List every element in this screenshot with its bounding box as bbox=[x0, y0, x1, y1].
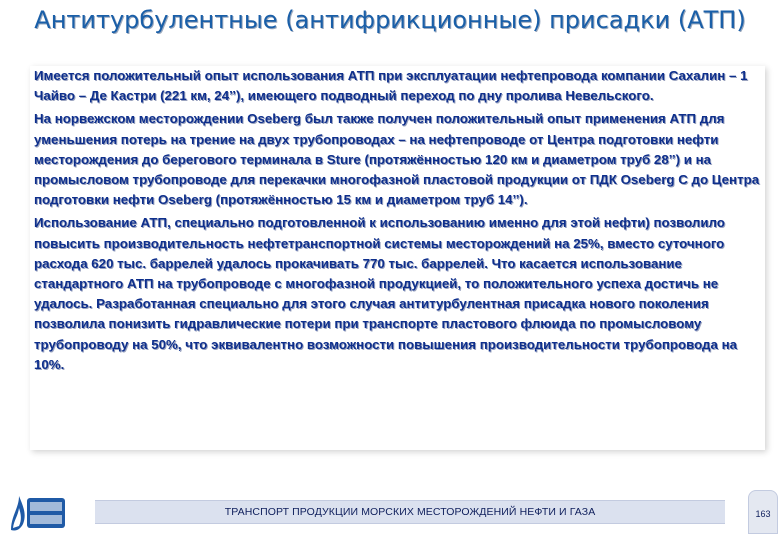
page-number: 163 bbox=[755, 509, 771, 519]
footer-caption: ТРАНСПОРТ ПРОДУКЦИИ МОРСКИХ МЕСТОРОЖДЕНИЙ НЕФТИ И ГАЗА bbox=[224, 506, 596, 518]
gazprom-logo-icon bbox=[5, 486, 69, 536]
footer-bar bbox=[95, 500, 725, 524]
page-number-tab bbox=[748, 490, 778, 534]
slide-title: Антитурбулентные (антифрикционные) присадки (АТП) bbox=[34, 6, 746, 34]
slide-body bbox=[30, 66, 765, 450]
paragraph: На норвежском месторождении Oseberg был также получен положительный опыт применения АТП для уменьшения потерь на трение на двух трубопроводах – на нефтепроводе от Центра подготовки нефти месторождения до берегового терминала в Sture (протяжённостью 120 км и диаметром труб 28’’) и на промысловом трубопроводе для перекачки многофазной пластовой продукции от ПДК Oseberg C до Центра подготовки нефти Oseberg (протяжённостью 15 км и диаметром труб 14’’). bbox=[34, 111, 760, 208]
paragraph: Использование АТП, специально подготовленной к использованию именно для этой нефти) позволило повысить производительность нефтетранспортной системы месторождений на 25%, вместо суточного расхода 620 тыс. баррелей удалось прокачивать 770 тыс. баррелей. Что касается использование стандартного АТП на трубопроводе с многофазной продукцией, то положительного успеха достичь не удалось. Разработанная специально для этого случая антитурбулентная присадка нового поколения позволила понизить гидравлические потери при транспорте пластового флюида по промысловому трубопроводу на 50%, что эквивалентно возможности повышения производительности трубопровода на 10%. bbox=[34, 215, 738, 372]
paragraph: Имеется положительный опыт использования АТП при эксплуатации нефтепровода компании Сахалин – 1 Чайво – Де Кастри (221 км, 24’’), имеющего подводный переход по дну пролива Невельского. bbox=[34, 68, 748, 104]
